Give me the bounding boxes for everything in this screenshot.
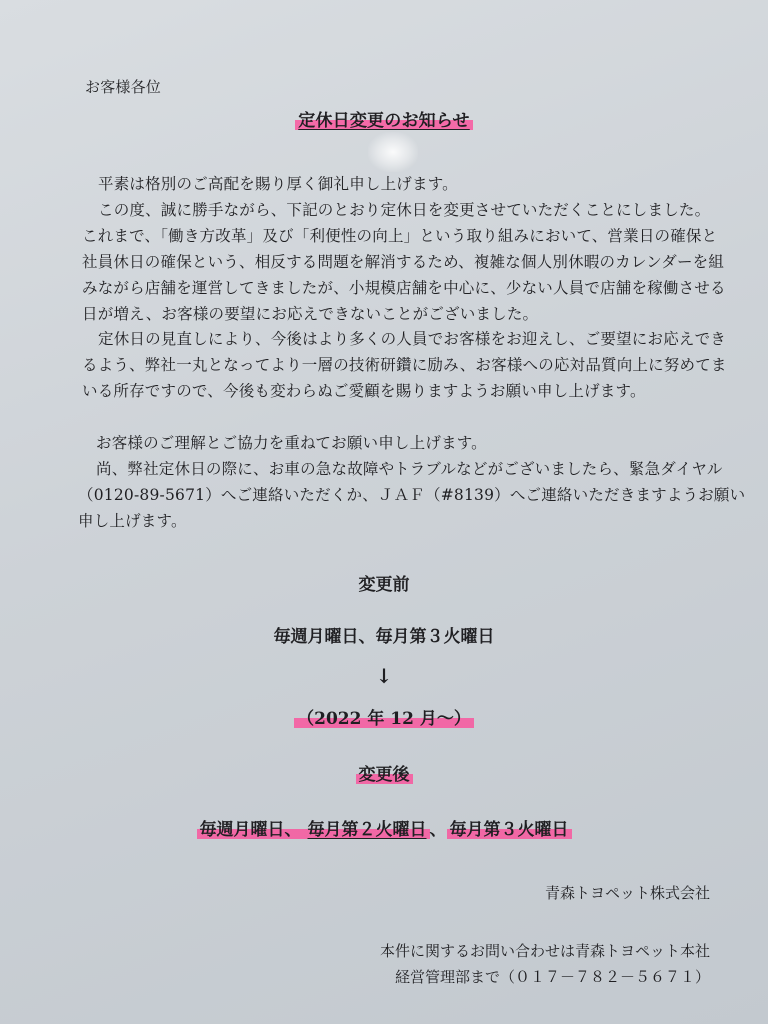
- body-line-12: （0120-89-5671）へご連絡いただくか、ＪＡＦ（#8139）へご連絡いただきますようお願い: [78, 486, 746, 504]
- effective-date: [0, 704, 768, 729]
- before-label: 変更前: [358, 575, 410, 595]
- body-line-9: いる所存ですので、今後も変わらぬご愛顧を賜りますようお願い申し上げます。: [82, 382, 646, 400]
- body-line-2: この度、誠に勝手ながら、下記のとおり定休日を変更させていただくことにしました。: [98, 201, 711, 219]
- company-name: 青森トヨペット株式会社: [544, 884, 710, 902]
- after-schedule-part3: 、: [429, 820, 447, 840]
- body-line-13: 申し上げます。: [78, 512, 187, 530]
- body-line-1: 平素は格別のご高配を賜り厚く御礼申し上げます。: [98, 175, 458, 193]
- body-line-10: お客様のご理解とご協力を重ねてお願い申し上げます。: [96, 434, 487, 452]
- contact-line-2: 経営管理部まで（０１７－７８２－５６７１）: [394, 968, 710, 986]
- notice-title-text: 定休日変更のお知らせ: [295, 111, 473, 131]
- body-line-3: これまで、「働き方改革」及び「利便性の向上」という取り組みにおいて、営業日の確保と: [82, 227, 718, 245]
- salutation: お客様各位: [85, 78, 162, 96]
- body-line-4: 社員休日の確保という、相反する問題を解消するため、複雑な個人別休暇のカレンダーを組: [82, 253, 725, 271]
- before-schedule: 毎週月曜日、毎月第３火曜日: [273, 627, 495, 647]
- after-label: [0, 760, 768, 785]
- contact-line-1: 本件に関するお問い合わせは青森トヨペット本社: [379, 942, 710, 960]
- effective-date-text: （2022 年 12 月～）: [294, 709, 474, 729]
- after-schedule: [0, 815, 768, 840]
- light-glare: [368, 132, 418, 172]
- body-line-8: るよう、弊社一丸となってより一層の技術研鑽に励み、お客様への応対品質向上に努めてま: [82, 356, 727, 374]
- after-schedule-part2: 毎月第２火曜日: [305, 820, 430, 840]
- down-arrow: ↓: [375, 664, 393, 688]
- body-line-11: 尚、弊社定休日の際に、お車の急な故障やトラブルなどがございましたら、緊急ダイヤル: [96, 460, 723, 478]
- after-label-text: 変更後: [356, 765, 413, 785]
- after-schedule-part4: 毎月第３火曜日: [447, 820, 572, 840]
- after-schedule-part1: 毎週月曜日、: [197, 820, 305, 840]
- body-line-7: 定休日の見直しにより、今後はより多くの人員でお客様をお迎えし、ご要望にお応えでき: [98, 330, 727, 348]
- body-line-5: みながら店舗を運営してきましたが、小規模店舗を中心に、少ない人員で店舗を稼働させる: [82, 279, 726, 297]
- notice-title: [0, 106, 768, 131]
- body-line-6: 日が増え、お客様の要望にお応えできないことがございました。: [82, 305, 539, 323]
